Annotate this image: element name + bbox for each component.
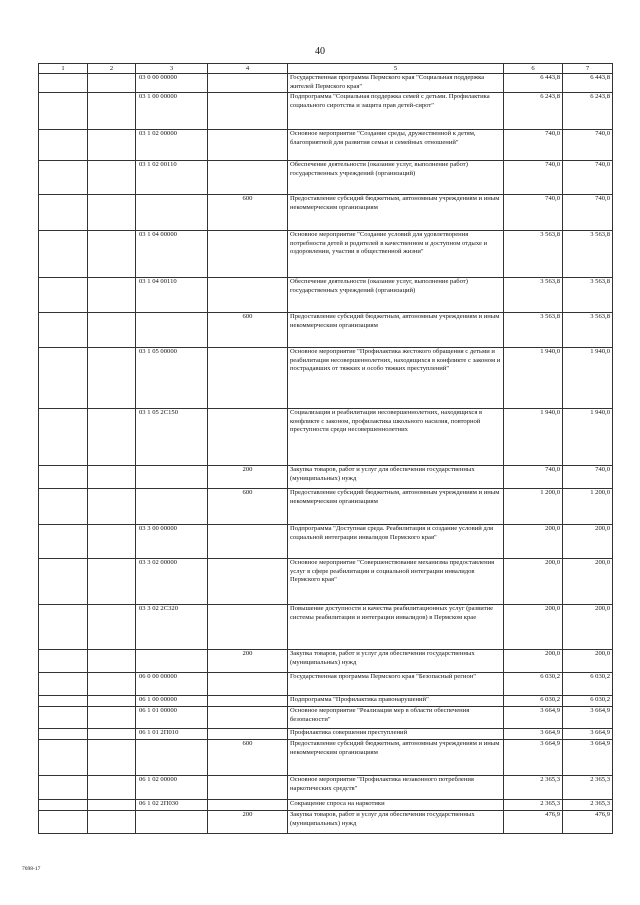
cell-section [39, 161, 88, 195]
table-row [39, 650, 613, 673]
cell-target-article: 03 1 00 00000 [136, 93, 208, 130]
table-row [39, 409, 613, 466]
cell-expense-type: 600 [208, 195, 288, 231]
cell-name: Социализация и реабилитация несовершеннолетних, находящихся в конфликте с законом, профилактика школьного насилия, повторной преступности среди несовершеннолетних [288, 409, 504, 466]
cell-expense-type [208, 776, 288, 800]
cell-subsection [88, 525, 136, 559]
table-row [39, 348, 613, 409]
table-row [39, 161, 613, 195]
cell-amount-year-2: 6 443,8 [563, 74, 613, 93]
cell-expense-type [208, 93, 288, 130]
cell-section [39, 811, 88, 834]
cell-section [39, 74, 88, 93]
cell-section [39, 673, 88, 696]
cell-name: Подпрограмма "Доступная среда. Реабилитация и создание условий для социальной интеграции инвалидов Пермского края" [288, 525, 504, 559]
cell-amount-year-2: 3 563,8 [563, 278, 613, 313]
table-row [39, 74, 613, 93]
table-row [39, 195, 613, 231]
cell-amount-year-2: 1 200,0 [563, 489, 613, 525]
cell-amount-year-1: 740,0 [504, 161, 563, 195]
column-header: 7 [563, 64, 613, 74]
cell-target-article: 03 3 02 2С320 [136, 605, 208, 650]
table-row [39, 93, 613, 130]
cell-expense-type: 200 [208, 466, 288, 489]
cell-subsection [88, 776, 136, 800]
cell-amount-year-1: 200,0 [504, 650, 563, 673]
cell-subsection [88, 740, 136, 776]
cell-name: Подпрограмма "Профилактика правонарушений" [288, 696, 504, 707]
column-header: 2 [88, 64, 136, 74]
cell-name: Основное мероприятие "Совершенствование механизма предоставления услуг в сфере реабилитации и социальной интеграции инвалидов Пермского края" [288, 559, 504, 605]
cell-amount-year-2: 3 664,9 [563, 707, 613, 729]
cell-expense-type [208, 729, 288, 740]
cell-amount-year-1: 6 030,2 [504, 696, 563, 707]
cell-amount-year-2: 200,0 [563, 525, 613, 559]
column-header: 3 [136, 64, 208, 74]
cell-expense-type [208, 673, 288, 696]
cell-subsection [88, 800, 136, 811]
table-row [39, 525, 613, 559]
table-row [39, 130, 613, 161]
cell-expense-type: 200 [208, 650, 288, 673]
cell-amount-year-1: 6 243,8 [504, 93, 563, 130]
cell-subsection [88, 313, 136, 348]
cell-amount-year-2: 740,0 [563, 466, 613, 489]
cell-subsection [88, 409, 136, 466]
cell-expense-type: 600 [208, 489, 288, 525]
cell-section [39, 195, 88, 231]
cell-section [39, 525, 88, 559]
table-row [39, 313, 613, 348]
cell-name: Основное мероприятие "Профилактика жестокого обращения с детьми и реабилитация несовершеннолетних, находящихся в конфликте с законом и пострадавших от тяжких и особо тяжких преступлений" [288, 348, 504, 409]
cell-section [39, 605, 88, 650]
cell-amount-year-1: 1 940,0 [504, 409, 563, 466]
cell-amount-year-1: 6 443,8 [504, 74, 563, 93]
cell-name: Закупка товаров, работ и услуг для обеспечения государственных (муниципальных) нужд [288, 650, 504, 673]
table-row [39, 776, 613, 800]
cell-name: Предоставление субсидий бюджетным, автономным учреждениям и иным некоммерческим организациям [288, 740, 504, 776]
cell-target-article [136, 650, 208, 673]
cell-subsection [88, 696, 136, 707]
cell-target-article: 03 3 00 00000 [136, 525, 208, 559]
cell-name: Сокращение спроса на наркотики [288, 800, 504, 811]
table-row [39, 673, 613, 696]
cell-target-article: 03 1 05 00000 [136, 348, 208, 409]
cell-amount-year-2: 6 030,2 [563, 696, 613, 707]
cell-name: Основное мероприятие "Создание среды, дружественной к детям, благоприятной для развития семьи и семейных отношений" [288, 130, 504, 161]
cell-subsection [88, 231, 136, 278]
column-header: 4 [208, 64, 288, 74]
cell-name: Основное мероприятие "Профилактика незаконного потребления наркотических средств" [288, 776, 504, 800]
cell-subsection [88, 650, 136, 673]
cell-name: Предоставление субсидий бюджетным, автономным учреждениям и иным некоммерческим организациям [288, 313, 504, 348]
cell-target-article: 06 1 02 00000 [136, 776, 208, 800]
cell-amount-year-2: 3 563,8 [563, 231, 613, 278]
cell-amount-year-1: 200,0 [504, 559, 563, 605]
cell-section [39, 776, 88, 800]
cell-amount-year-2: 476,9 [563, 811, 613, 834]
cell-amount-year-2: 740,0 [563, 130, 613, 161]
cell-expense-type: 600 [208, 313, 288, 348]
cell-amount-year-1: 476,9 [504, 811, 563, 834]
cell-expense-type: 600 [208, 740, 288, 776]
cell-amount-year-1: 3 563,8 [504, 278, 563, 313]
cell-subsection [88, 707, 136, 729]
cell-expense-type [208, 74, 288, 93]
cell-expense-type [208, 800, 288, 811]
cell-expense-type [208, 278, 288, 313]
cell-section [39, 93, 88, 130]
cell-section [39, 559, 88, 605]
cell-subsection [88, 729, 136, 740]
cell-subsection [88, 489, 136, 525]
column-header: 6 [504, 64, 563, 74]
cell-amount-year-1: 3 563,8 [504, 231, 563, 278]
cell-name: Предоставление субсидий бюджетным, автономным учреждениям и иным некоммерческим организациям [288, 489, 504, 525]
cell-amount-year-2: 6 030,2 [563, 673, 613, 696]
cell-expense-type: 200 [208, 811, 288, 834]
cell-subsection [88, 130, 136, 161]
cell-amount-year-2: 3 563,8 [563, 313, 613, 348]
cell-target-article: 06 1 00 00000 [136, 696, 208, 707]
cell-name: Государственная программа Пермского края "Социальная поддержка жителей Пермского края" [288, 74, 504, 93]
table-header-row [39, 64, 613, 74]
cell-target-article: 03 1 02 00000 [136, 130, 208, 161]
cell-amount-year-2: 740,0 [563, 161, 613, 195]
cell-name: Подпрограмма "Социальная поддержка семей с детьми. Профилактика социального сиротства и защита прав детей-сирот" [288, 93, 504, 130]
cell-name: Обеспечение деятельности (оказание услуг, выполнение работ) государственных учреждений (организаций) [288, 278, 504, 313]
cell-subsection [88, 673, 136, 696]
cell-expense-type [208, 130, 288, 161]
table-body [39, 74, 613, 834]
cell-section [39, 800, 88, 811]
table-row [39, 466, 613, 489]
cell-amount-year-1: 3 664,9 [504, 729, 563, 740]
cell-target-article [136, 811, 208, 834]
table-row [39, 278, 613, 313]
cell-target-article: 06 1 01 00000 [136, 707, 208, 729]
table-row [39, 729, 613, 740]
footer-code: 7698-17 [22, 866, 41, 872]
cell-name: Повышение доступности и качества реабилитационных услуг (развитие системы реабилитации и интеграции инвалидов) в Пермском крае [288, 605, 504, 650]
cell-section [39, 696, 88, 707]
cell-subsection [88, 74, 136, 93]
cell-expense-type [208, 696, 288, 707]
cell-name: Закупка товаров, работ и услуг для обеспечения государственных (муниципальных) нужд [288, 811, 504, 834]
page-number: 40 [315, 46, 325, 57]
cell-subsection [88, 278, 136, 313]
cell-section [39, 130, 88, 161]
cell-expense-type [208, 409, 288, 466]
cell-name: Основное мероприятие "Создание условий для удовлетворения потребности детей и родителей в качественном и доступном отдыхе и оздоровлении, участии в общественной жизни" [288, 231, 504, 278]
cell-section [39, 313, 88, 348]
cell-section [39, 740, 88, 776]
cell-expense-type [208, 161, 288, 195]
cell-target-article: 03 1 05 2С150 [136, 409, 208, 466]
cell-amount-year-2: 200,0 [563, 559, 613, 605]
cell-target-article: 06 0 00 00000 [136, 673, 208, 696]
cell-target-article: 06 1 02 2П030 [136, 800, 208, 811]
cell-section [39, 466, 88, 489]
cell-target-article: 03 1 04 00000 [136, 231, 208, 278]
cell-amount-year-1: 2 365,3 [504, 776, 563, 800]
cell-amount-year-2: 2 365,3 [563, 776, 613, 800]
cell-amount-year-2: 200,0 [563, 605, 613, 650]
cell-amount-year-2: 740,0 [563, 195, 613, 231]
cell-name: Профилактика совершения преступлений [288, 729, 504, 740]
column-header: 1 [39, 64, 88, 74]
budget-table [38, 63, 613, 834]
cell-expense-type [208, 348, 288, 409]
cell-subsection [88, 348, 136, 409]
table-row [39, 707, 613, 729]
cell-amount-year-1: 2 365,3 [504, 800, 563, 811]
cell-section [39, 409, 88, 466]
cell-subsection [88, 466, 136, 489]
cell-target-article: 03 3 02 00000 [136, 559, 208, 605]
cell-target-article: 06 1 01 2П010 [136, 729, 208, 740]
cell-subsection [88, 195, 136, 231]
cell-amount-year-1: 1 940,0 [504, 348, 563, 409]
table-row [39, 231, 613, 278]
cell-amount-year-1: 6 030,2 [504, 673, 563, 696]
cell-section [39, 348, 88, 409]
cell-amount-year-2: 1 940,0 [563, 348, 613, 409]
cell-amount-year-1: 200,0 [504, 525, 563, 559]
table-row [39, 559, 613, 605]
cell-subsection [88, 161, 136, 195]
cell-subsection [88, 605, 136, 650]
cell-name: Основное мероприятие "Реализация мер в области обеспечения безопасности" [288, 707, 504, 729]
table-row [39, 811, 613, 834]
cell-name: Государственная программа Пермского края "Безопасный регион" [288, 673, 504, 696]
table-row [39, 489, 613, 525]
table-row [39, 740, 613, 776]
cell-section [39, 231, 88, 278]
cell-amount-year-1: 740,0 [504, 195, 563, 231]
cell-subsection [88, 93, 136, 130]
cell-target-article [136, 489, 208, 525]
cell-name: Предоставление субсидий бюджетным, автономным учреждениям и иным некоммерческим организациям [288, 195, 504, 231]
cell-section [39, 650, 88, 673]
cell-amount-year-2: 3 664,9 [563, 729, 613, 740]
cell-target-article: 03 1 04 00110 [136, 278, 208, 313]
cell-section [39, 707, 88, 729]
cell-target-article [136, 466, 208, 489]
cell-amount-year-2: 6 243,8 [563, 93, 613, 130]
table-row [39, 696, 613, 707]
cell-target-article [136, 740, 208, 776]
table-row [39, 800, 613, 811]
cell-amount-year-1: 3 563,8 [504, 313, 563, 348]
cell-expense-type [208, 605, 288, 650]
cell-expense-type [208, 707, 288, 729]
cell-section [39, 278, 88, 313]
cell-target-article: 03 1 02 00110 [136, 161, 208, 195]
cell-target-article: 03 0 00 00000 [136, 74, 208, 93]
cell-section [39, 729, 88, 740]
cell-amount-year-2: 1 940,0 [563, 409, 613, 466]
cell-subsection [88, 811, 136, 834]
column-header: 5 [288, 64, 504, 74]
cell-section [39, 489, 88, 525]
cell-target-article [136, 195, 208, 231]
cell-amount-year-2: 2 365,3 [563, 800, 613, 811]
cell-subsection [88, 559, 136, 605]
cell-amount-year-1: 3 664,9 [504, 740, 563, 776]
cell-name: Закупка товаров, работ и услуг для обеспечения государственных (муниципальных) нужд [288, 466, 504, 489]
cell-name: Обеспечение деятельности (оказание услуг, выполнение работ) государственных учреждений (организаций) [288, 161, 504, 195]
cell-amount-year-1: 3 664,9 [504, 707, 563, 729]
cell-amount-year-1: 200,0 [504, 605, 563, 650]
cell-amount-year-1: 740,0 [504, 130, 563, 161]
cell-target-article [136, 313, 208, 348]
cell-expense-type [208, 559, 288, 605]
cell-amount-year-2: 200,0 [563, 650, 613, 673]
cell-amount-year-2: 3 664,9 [563, 740, 613, 776]
cell-expense-type [208, 231, 288, 278]
table-row [39, 605, 613, 650]
cell-expense-type [208, 525, 288, 559]
cell-amount-year-1: 740,0 [504, 466, 563, 489]
cell-amount-year-1: 1 200,0 [504, 489, 563, 525]
